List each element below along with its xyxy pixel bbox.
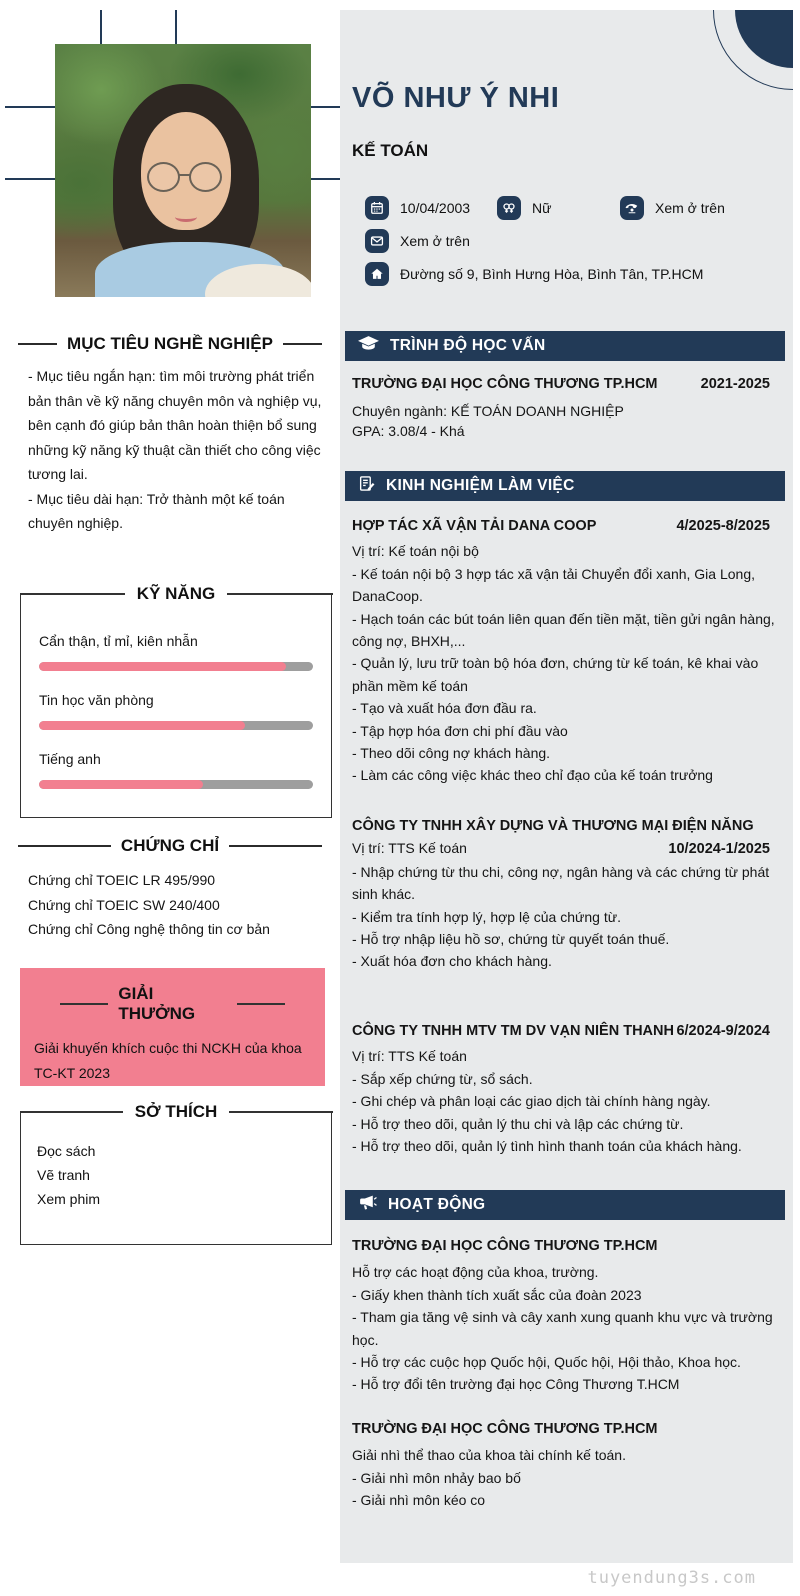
job-bullet: - Hỗ trợ theo dõi, quản lý tình hình thanh toán của khách hàng.	[352, 1138, 742, 1155]
activity-bullet: - Giải nhì môn nhảy bao bố	[352, 1469, 521, 1486]
activity-bullet: - Tham gia tăng vệ sinh và cây xanh xung quanh khu vực và trường học.	[352, 1309, 773, 1348]
mail-icon	[365, 229, 389, 253]
photo-glasses	[189, 162, 222, 192]
photo-glasses	[147, 162, 180, 192]
education-major: Chuyên ngành: KẾ TOÁN DOANH NGHIỆP	[352, 403, 624, 420]
job-bullet: - Xuất hóa đơn cho khách hàng.	[352, 953, 552, 970]
home-icon	[365, 262, 389, 286]
activity-entry	[352, 1235, 786, 1396]
skill-bar-fill	[39, 662, 286, 671]
job-position: Vị trí: Kế toán nội bộ	[352, 543, 479, 560]
education-title-text: TRÌNH ĐỘ HỌC VẤN	[390, 337, 546, 354]
awards-section	[20, 968, 325, 1086]
contact-dob	[365, 196, 470, 220]
hobby-item: Xem phim	[37, 1191, 101, 1207]
job-bullet: - Tập hợp hóa đơn chi phí đầu vào	[352, 722, 568, 739]
contact-address	[365, 262, 703, 286]
contact-gender-text: Nữ	[532, 200, 552, 216]
hobbies-list	[21, 1113, 331, 1211]
hobby-item: Đọc sách	[37, 1143, 96, 1159]
skill-label: Tiếng anh	[39, 751, 101, 767]
job-bullet: - Ghi chép và phân loại các giao dịch tài chính hàng ngày.	[352, 1093, 711, 1110]
skills-section-title	[20, 584, 333, 604]
activities-section-header	[345, 1190, 785, 1220]
job-company: CÔNG TY TNHH MTV TM DV VẠN NIÊN THANH	[352, 1023, 674, 1039]
skill-label: Cẩn thận, tỉ mỉ, kiên nhẫn	[39, 633, 198, 649]
contact-phone-text: Xem ở trên	[655, 200, 725, 216]
job-bullet: - Hạch toán các bút toán liên quan đến tiền mặt, tiền gửi ngân hàng, công nợ, BHXH,...	[352, 610, 775, 650]
job-period: 6/2024-9/2024	[676, 1023, 770, 1039]
job-bullet: - Kiểm tra tính hợp lý, hợp lệ của chứng từ.	[352, 908, 622, 925]
objective-item: - Mục tiêu dài hạn: Trở thành một kế toán chuyên nghiệp.	[28, 490, 285, 531]
megaphone-icon	[358, 1194, 377, 1216]
contact-email-text: Xem ở trên	[400, 233, 470, 249]
job-bullet: - Theo dõi công nợ khách hàng.	[352, 745, 551, 762]
certificates-title-text: CHỨNG CHỈ	[120, 836, 220, 855]
education-entry	[352, 373, 786, 441]
certificates-list	[28, 868, 328, 942]
activity-summary: Giải nhì thể thao của khoa tài chính kế toán.	[352, 1447, 626, 1464]
candidate-job-title: KẾ TOÁN	[352, 141, 429, 160]
job-period: 10/2024-1/2025	[668, 841, 770, 858]
calendar-icon	[365, 196, 389, 220]
skill-bar-fill	[39, 780, 203, 789]
objective-text	[28, 364, 326, 536]
decor-line	[311, 178, 340, 180]
gender-icon	[497, 196, 521, 220]
candidate-name: VÕ NHƯ Ý NHI	[352, 82, 560, 114]
job-bullet: - Sắp xếp chứng từ, sổ sách.	[352, 1070, 533, 1087]
award-item: Giải khuyến khích cuộc thi NCKH của khoa TC-KT 2023	[34, 1040, 302, 1081]
main-column	[340, 10, 793, 1563]
education-period: 2021-2025	[700, 376, 770, 392]
job-entry	[352, 815, 786, 973]
skills-title-text: KỸ NĂNG	[136, 584, 216, 603]
decor-line	[5, 178, 55, 180]
job-entry	[352, 1020, 786, 1157]
activities-title-text: HOẠT ĐỘNG	[388, 1196, 486, 1213]
awards-section-title	[20, 968, 325, 1024]
skill-item	[39, 633, 313, 671]
job-period: 4/2025-8/2025	[676, 518, 770, 534]
activity-org: TRƯỜNG ĐẠI HỌC CÔNG THƯƠNG TP.HCM	[352, 1238, 658, 1254]
activity-bullet: - Giấy khen thành tích xuất sắc của đoàn 2023	[352, 1286, 642, 1303]
skill-label: Tin học văn phòng	[39, 692, 154, 708]
hobby-item: Vẽ tranh	[37, 1167, 90, 1183]
job-bullet: - Hỗ trợ theo dõi, quản lý thu chi và lập các chứng từ.	[352, 1115, 684, 1132]
job-bullet: - Kế toán nội bộ 3 hợp tác xã vận tải Chuyển đổi xanh, Gia Long, DanaCoop.	[352, 565, 755, 605]
job-entry	[352, 515, 786, 787]
education-gpa: GPA: 3.08/4 - Khá	[352, 422, 465, 439]
job-bullet: - Tạo và xuất hóa đơn đầu ra.	[352, 700, 537, 717]
activity-entry	[352, 1418, 786, 1512]
activity-bullet: - Hỗ trợ các cuộc họp Quốc hội, Quốc hội, Hội thảo, Khoa học.	[352, 1354, 741, 1371]
decor-line	[311, 106, 340, 108]
photo-glasses	[179, 174, 191, 176]
objective-title-text: MỤC TIÊU NGHỀ NGHIỆP	[67, 334, 273, 353]
skill-bar	[39, 721, 313, 730]
objective-section-title	[18, 334, 322, 354]
skills-section	[20, 584, 332, 818]
objective-item: - Mục tiêu ngắn hạn: tìm môi trường phát triển bản thân về kỹ năng chuyên môn và nghiệp vụ, bên cạnh đó giúp bản thân hoàn thiện bổ sung những kỹ năng kỹ thuật cần thiết cho công việc tương lai.	[28, 368, 322, 482]
job-bullet: - Làm các công việc khác theo chỉ đạo của kế toán trưởng	[352, 767, 713, 784]
decor-line	[175, 10, 177, 44]
education-school: TRƯỜNG ĐẠI HỌC CÔNG THƯƠNG TP.HCM	[352, 376, 658, 392]
certificate-item: Chứng chỉ TOEIC LR 495/990	[28, 872, 216, 888]
experience-section-header	[345, 471, 785, 501]
job-position: Vị trí: TTS Kế toán	[352, 840, 467, 857]
graduation-cap-icon	[358, 335, 379, 357]
certificate-item: Chứng chỉ Công nghệ thông tin cơ bản	[28, 921, 270, 937]
job-position: Vị trí: TTS Kế toán	[352, 1048, 467, 1065]
contact-gender	[497, 196, 551, 220]
decor-line	[100, 10, 102, 44]
activity-bullet: - Hỗ trợ đổi tên trường đại học Công Thương T.HCM	[352, 1376, 680, 1393]
activity-org: TRƯỜNG ĐẠI HỌC CÔNG THƯƠNG TP.HCM	[352, 1421, 658, 1437]
hobbies-section-title	[20, 1102, 333, 1122]
contact-email	[365, 229, 470, 253]
profile-photo	[55, 44, 311, 297]
job-company: CÔNG TY TNHH XÂY DỰNG VÀ THƯƠNG MẠI ĐIỆN NĂNG	[352, 818, 754, 834]
document-pen-icon	[358, 475, 375, 497]
certificate-item: Chứng chỉ TOEIC SW 240/400	[28, 896, 220, 913]
phone-icon	[620, 196, 644, 220]
skill-bar-fill	[39, 721, 245, 730]
activity-summary: Hỗ trợ các hoạt động của khoa, trường.	[352, 1264, 599, 1281]
awards-title-text: GIẢI THƯỞNG	[118, 984, 196, 1023]
job-bullet: - Nhập chứng từ thu chi, công nợ, ngân hàng và các chứng từ phát sinh khác.	[352, 863, 770, 903]
skill-bar	[39, 662, 313, 671]
contact-phone	[620, 196, 725, 220]
job-bullet: - Hỗ trợ nhập liệu hồ sơ, chứng từ quyết toán thuế.	[352, 931, 670, 948]
skill-item	[39, 692, 313, 730]
job-company: HỢP TÁC XÃ VẬN TẢI DANA COOP	[352, 518, 597, 534]
photo-smile	[175, 212, 197, 222]
hobbies-section	[20, 1102, 332, 1245]
contact-address-text: Đường số 9, Bình Hưng Hòa, Bình Tân, TP.HCM	[400, 266, 704, 282]
certificates-section-title	[18, 836, 322, 856]
job-bullet: - Quản lý, lưu trữ toàn bộ hóa đơn, chứng từ kế toán, kê khai vào phần mềm kế toán	[352, 655, 759, 694]
experience-title-text: KINH NGHIỆM LÀM VIỆC	[386, 477, 575, 494]
hobbies-title-text: SỞ THÍCH	[134, 1102, 218, 1121]
skill-item	[39, 751, 313, 789]
decor-line	[5, 106, 55, 108]
skill-bar	[39, 780, 313, 789]
contact-dob-text: 10/04/2003	[400, 200, 471, 216]
activity-bullet: - Giải nhì môn kéo co	[352, 1492, 486, 1509]
education-section-header	[345, 331, 785, 361]
watermark-text: tuyendung3s.com	[587, 1568, 756, 1588]
